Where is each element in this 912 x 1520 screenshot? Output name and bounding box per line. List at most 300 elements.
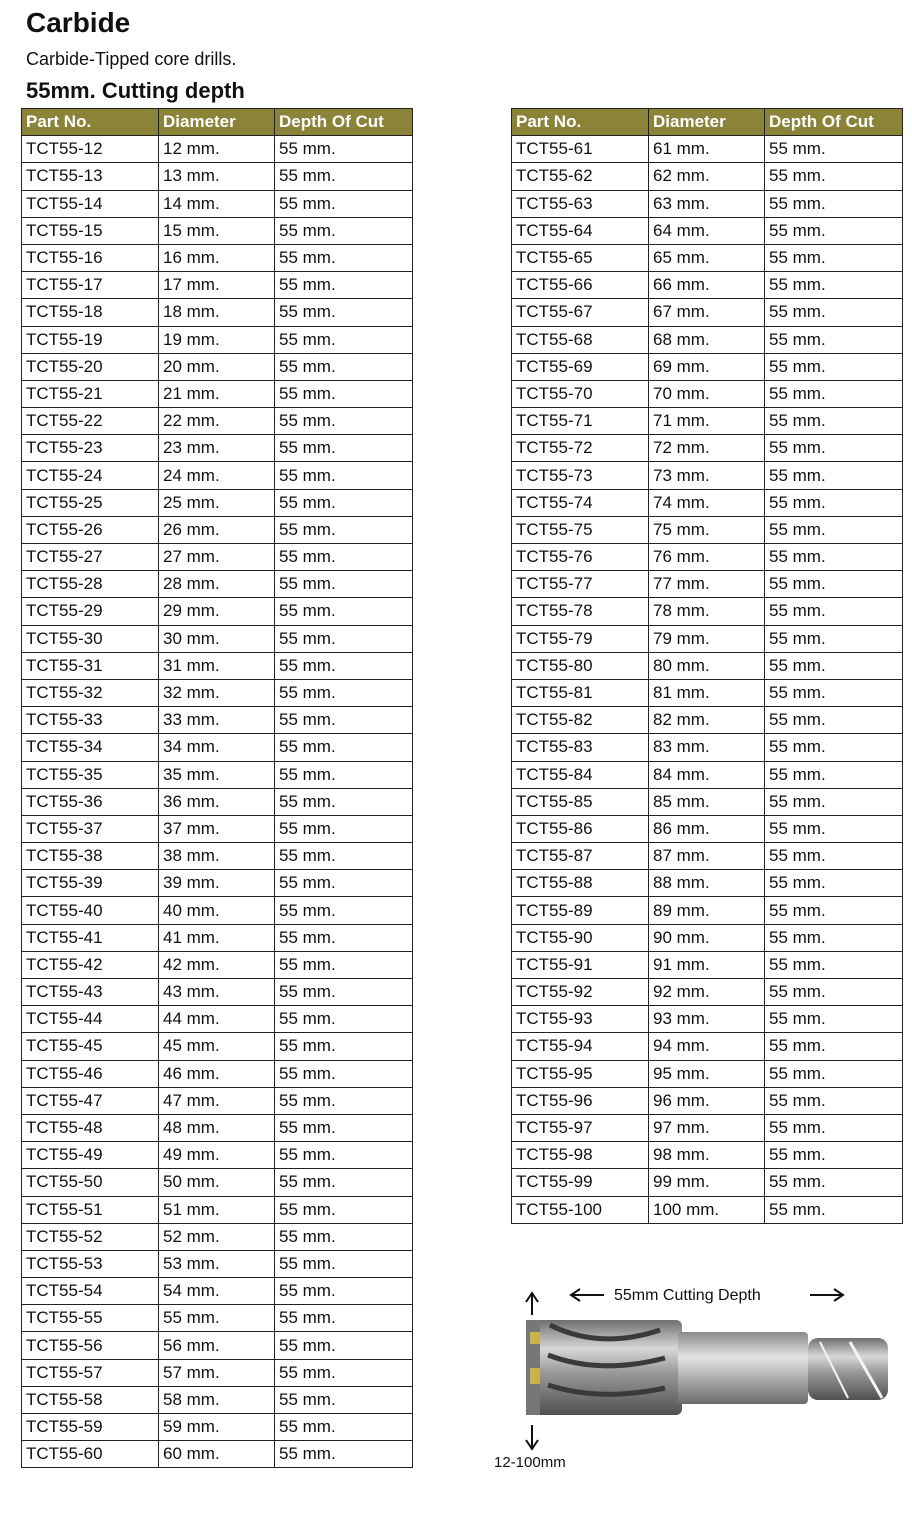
depth-cell: 55 mm. [275,544,413,571]
depth-cell: 55 mm. [275,571,413,598]
table-row [512,163,903,190]
table-row [22,679,413,706]
depth-cell: 55 mm. [275,163,413,190]
part-number-cell: TCT55-90 [512,924,649,951]
table-row [22,1305,413,1332]
table-row [22,380,413,407]
part-number-cell: TCT55-25 [22,489,159,516]
table-row [22,326,413,353]
part-number-cell: TCT55-46 [22,1060,159,1087]
table-row [512,734,903,761]
diameter-cell: 32 mm. [159,679,275,706]
table-row [22,136,413,163]
depth-cell: 55 mm. [765,326,903,353]
depth-cell: 55 mm. [275,1142,413,1169]
diameter-cell: 89 mm. [649,897,765,924]
depth-cell: 55 mm. [765,1060,903,1087]
diameter-cell: 85 mm. [649,788,765,815]
part-number-cell: TCT55-69 [512,353,649,380]
depth-cell: 55 mm. [275,1169,413,1196]
diameter-cell: 64 mm. [649,217,765,244]
part-number-cell: TCT55-73 [512,462,649,489]
depth-cell: 55 mm. [765,435,903,462]
depth-cell: 55 mm. [765,924,903,951]
part-number-cell: TCT55-23 [22,435,159,462]
part-number-cell: TCT55-71 [512,408,649,435]
diameter-cell: 33 mm. [159,707,275,734]
part-number-cell: TCT55-31 [22,652,159,679]
depth-cell: 55 mm. [275,272,413,299]
depth-cell: 55 mm. [275,1332,413,1359]
part-number-cell: TCT55-86 [512,815,649,842]
table-row [512,979,903,1006]
table-row [22,272,413,299]
part-number-cell: TCT55-75 [512,516,649,543]
diameter-cell: 68 mm. [649,326,765,353]
depth-cell: 55 mm. [765,1033,903,1060]
part-number-cell: TCT55-77 [512,571,649,598]
part-number-cell: TCT55-18 [22,299,159,326]
depth-cell: 55 mm. [275,788,413,815]
table-row [22,462,413,489]
diameter-cell: 44 mm. [159,1006,275,1033]
diameter-cell: 72 mm. [649,435,765,462]
depth-cell: 55 mm. [275,1278,413,1305]
diameter-cell: 81 mm. [649,679,765,706]
table-row [22,1278,413,1305]
column-header-depth: Depth Of Cut [275,109,413,136]
diameter-cell: 84 mm. [649,761,765,788]
part-number-cell: TCT55-61 [512,136,649,163]
diameter-cell: 98 mm. [649,1142,765,1169]
diameter-cell: 47 mm. [159,1087,275,1114]
part-number-cell: TCT55-72 [512,435,649,462]
column-header-depth: Depth Of Cut [765,109,903,136]
diameter-cell: 16 mm. [159,244,275,271]
part-number-cell: TCT55-56 [22,1332,159,1359]
depth-cell: 55 mm. [275,951,413,978]
table-row [512,815,903,842]
depth-cell: 55 mm. [275,1441,413,1468]
part-number-cell: TCT55-27 [22,544,159,571]
table-row [512,1033,903,1060]
column-header-diameter: Diameter [649,109,765,136]
table-row [22,598,413,625]
diameter-cell: 78 mm. [649,598,765,625]
diameter-cell: 39 mm. [159,870,275,897]
part-number-cell: TCT55-17 [22,272,159,299]
diameter-cell: 62 mm. [649,163,765,190]
depth-cell: 55 mm. [275,1386,413,1413]
diameter-cell: 95 mm. [649,1060,765,1087]
diameter-cell: 71 mm. [649,408,765,435]
diameter-cell: 40 mm. [159,897,275,924]
part-number-cell: TCT55-89 [512,897,649,924]
table-row [512,598,903,625]
depth-cell: 55 mm. [275,489,413,516]
table-row [512,190,903,217]
depth-cell: 55 mm. [765,571,903,598]
diameter-cell: 25 mm. [159,489,275,516]
diameter-cell: 22 mm. [159,408,275,435]
part-number-cell: TCT55-14 [22,190,159,217]
diameter-cell: 43 mm. [159,979,275,1006]
depth-cell: 55 mm. [765,625,903,652]
diameter-cell: 70 mm. [649,380,765,407]
diameter-cell: 66 mm. [649,272,765,299]
depth-cell: 55 mm. [765,136,903,163]
depth-cell: 55 mm. [275,217,413,244]
depth-cell: 55 mm. [275,190,413,217]
parts-table-left [21,108,413,1468]
diameter-cell: 14 mm. [159,190,275,217]
part-number-cell: TCT55-22 [22,408,159,435]
diameter-cell: 60 mm. [159,1441,275,1468]
table-row [512,136,903,163]
table-row [512,679,903,706]
diameter-cell: 35 mm. [159,761,275,788]
table-row [22,353,413,380]
part-number-cell: TCT55-88 [512,870,649,897]
diameter-cell: 69 mm. [649,353,765,380]
diameter-cell: 96 mm. [649,1087,765,1114]
table-row [512,217,903,244]
table-row [22,625,413,652]
depth-cell: 55 mm. [765,1114,903,1141]
table-row [512,788,903,815]
diameter-cell: 34 mm. [159,734,275,761]
diameter-cell: 94 mm. [649,1033,765,1060]
depth-cell: 55 mm. [765,1087,903,1114]
table-row [22,1332,413,1359]
depth-cell: 55 mm. [275,761,413,788]
depth-cell: 55 mm. [765,679,903,706]
diameter-cell: 83 mm. [649,734,765,761]
table-row [512,761,903,788]
diameter-cell: 63 mm. [649,190,765,217]
part-number-cell: TCT55-20 [22,353,159,380]
part-number-cell: TCT55-80 [512,652,649,679]
depth-cell: 55 mm. [275,244,413,271]
diameter-cell: 18 mm. [159,299,275,326]
part-number-cell: TCT55-41 [22,924,159,951]
depth-cell: 55 mm. [765,217,903,244]
diameter-cell: 59 mm. [159,1414,275,1441]
depth-cell: 55 mm. [275,462,413,489]
diameter-cell: 19 mm. [159,326,275,353]
diameter-cell: 52 mm. [159,1223,275,1250]
diameter-cell: 24 mm. [159,462,275,489]
part-number-cell: TCT55-37 [22,815,159,842]
table-row [22,1414,413,1441]
depth-cell: 55 mm. [275,679,413,706]
core-drill-illustration [490,1280,910,1480]
table-row [512,353,903,380]
part-number-cell: TCT55-100 [512,1196,649,1223]
part-number-cell: TCT55-98 [512,1142,649,1169]
part-number-cell: TCT55-33 [22,707,159,734]
diameter-cell: 27 mm. [159,544,275,571]
part-number-cell: TCT55-94 [512,1033,649,1060]
diameter-cell: 82 mm. [649,707,765,734]
table-row [22,1033,413,1060]
table-row [22,652,413,679]
part-number-cell: TCT55-55 [22,1305,159,1332]
depth-cell: 55 mm. [275,1033,413,1060]
table-row [22,435,413,462]
depth-cell: 55 mm. [765,734,903,761]
part-number-cell: TCT55-60 [22,1441,159,1468]
diameter-cell: 61 mm. [649,136,765,163]
diameter-cell: 48 mm. [159,1114,275,1141]
table-row [22,1441,413,1468]
part-number-cell: TCT55-49 [22,1142,159,1169]
part-number-cell: TCT55-36 [22,788,159,815]
diameter-cell: 87 mm. [649,843,765,870]
depth-cell: 55 mm. [275,1359,413,1386]
depth-cell: 55 mm. [275,1087,413,1114]
part-number-cell: TCT55-87 [512,843,649,870]
column-header-diameter: Diameter [159,109,275,136]
table-row [512,1142,903,1169]
part-number-cell: TCT55-35 [22,761,159,788]
column-header-part-no: Part No. [22,109,159,136]
table-row [22,408,413,435]
part-number-cell: TCT55-82 [512,707,649,734]
depth-cell: 55 mm. [765,598,903,625]
diameter-cell: 38 mm. [159,843,275,870]
parts-table-right [511,108,903,1224]
diameter-cell: 15 mm. [159,217,275,244]
table-row [22,734,413,761]
part-number-cell: TCT55-47 [22,1087,159,1114]
depth-cell: 55 mm. [275,516,413,543]
table-row [512,408,903,435]
table-row [22,190,413,217]
table-row [512,244,903,271]
depth-cell: 55 mm. [765,788,903,815]
depth-cell: 55 mm. [275,1060,413,1087]
depth-cell: 55 mm. [275,598,413,625]
depth-cell: 55 mm. [275,353,413,380]
part-number-cell: TCT55-38 [22,843,159,870]
part-number-cell: TCT55-95 [512,1060,649,1087]
table-row [512,707,903,734]
table-row [22,979,413,1006]
depth-cell: 55 mm. [275,1250,413,1277]
diameter-cell: 53 mm. [159,1250,275,1277]
page-title: Carbide [26,7,131,38]
depth-cell: 55 mm. [765,489,903,516]
diameter-cell: 86 mm. [649,815,765,842]
table-row [22,815,413,842]
part-number-cell: TCT55-29 [22,598,159,625]
depth-cell: 55 mm. [275,1196,413,1223]
arrow-down-icon [526,1425,538,1449]
table-row [22,1250,413,1277]
diameter-cell: 50 mm. [159,1169,275,1196]
depth-cell: 55 mm. [765,272,903,299]
table-row [512,870,903,897]
table-row [512,1196,903,1223]
part-number-cell: TCT55-50 [22,1169,159,1196]
table-row [22,489,413,516]
depth-cell: 55 mm. [275,408,413,435]
diameter-cell: 74 mm. [649,489,765,516]
arrow-left-icon [571,1289,604,1301]
part-number-cell: TCT55-32 [22,679,159,706]
table-row [22,163,413,190]
table-row [512,435,903,462]
part-number-cell: TCT55-62 [512,163,649,190]
diameter-cell: 36 mm. [159,788,275,815]
depth-cell: 55 mm. [765,815,903,842]
diameter-cell: 65 mm. [649,244,765,271]
depth-cell: 55 mm. [765,1169,903,1196]
part-number-cell: TCT55-53 [22,1250,159,1277]
diameter-cell: 75 mm. [649,516,765,543]
part-number-cell: TCT55-12 [22,136,159,163]
part-number-cell: TCT55-26 [22,516,159,543]
depth-cell: 55 mm. [765,897,903,924]
part-number-cell: TCT55-81 [512,679,649,706]
depth-cell: 55 mm. [275,1006,413,1033]
part-number-cell: TCT55-65 [512,244,649,271]
part-number-cell: TCT55-21 [22,380,159,407]
diameter-cell: 31 mm. [159,652,275,679]
table-row [512,625,903,652]
table-row [22,951,413,978]
part-number-cell: TCT55-68 [512,326,649,353]
part-number-cell: TCT55-74 [512,489,649,516]
table-row [512,1114,903,1141]
diameter-cell: 49 mm. [159,1142,275,1169]
table-row [512,951,903,978]
depth-cell: 55 mm. [275,136,413,163]
part-number-cell: TCT55-67 [512,299,649,326]
core-drill-icon [526,1320,888,1415]
diameter-cell: 20 mm. [159,353,275,380]
page-subtitle: Carbide-Tipped core drills. [26,49,237,69]
table-row [512,1087,903,1114]
table-row [22,1142,413,1169]
table-row [22,1359,413,1386]
diameter-cell: 21 mm. [159,380,275,407]
part-number-cell: TCT55-64 [512,217,649,244]
table-row [22,761,413,788]
part-number-cell: TCT55-93 [512,1006,649,1033]
depth-cell: 55 mm. [275,979,413,1006]
part-number-cell: TCT55-92 [512,979,649,1006]
table-row [22,1060,413,1087]
depth-cell: 55 mm. [765,979,903,1006]
column-header-part-no: Part No. [512,109,649,136]
depth-cell: 55 mm. [765,843,903,870]
diameter-cell: 79 mm. [649,625,765,652]
part-number-cell: TCT55-85 [512,788,649,815]
depth-cell: 55 mm. [275,299,413,326]
depth-cell: 55 mm. [765,707,903,734]
table-row [512,1169,903,1196]
part-number-cell: TCT55-76 [512,544,649,571]
depth-cell: 55 mm. [275,652,413,679]
part-number-cell: TCT55-40 [22,897,159,924]
table-row [22,1169,413,1196]
diameter-cell: 90 mm. [649,924,765,951]
depth-cell: 55 mm. [765,190,903,217]
diameter-cell: 91 mm. [649,951,765,978]
table-row [22,571,413,598]
table-row [512,272,903,299]
diameter-cell: 88 mm. [649,870,765,897]
depth-cell: 55 mm. [275,326,413,353]
depth-cell: 55 mm. [275,1414,413,1441]
part-number-cell: TCT55-15 [22,217,159,244]
table-row [512,652,903,679]
depth-cell: 55 mm. [765,380,903,407]
depth-cell: 55 mm. [765,870,903,897]
diameter-range-label: 12-100mm [494,1454,566,1471]
table-row [22,244,413,271]
part-number-cell: TCT55-44 [22,1006,159,1033]
depth-cell: 55 mm. [765,353,903,380]
table-row [22,217,413,244]
part-number-cell: TCT55-58 [22,1386,159,1413]
depth-cell: 55 mm. [765,244,903,271]
table-row [512,544,903,571]
depth-cell: 55 mm. [275,924,413,951]
part-number-cell: TCT55-42 [22,951,159,978]
part-number-cell: TCT55-54 [22,1278,159,1305]
table-row [512,326,903,353]
table-row [512,924,903,951]
diameter-cell: 56 mm. [159,1332,275,1359]
depth-cell: 55 mm. [275,707,413,734]
depth-cell: 55 mm. [765,951,903,978]
depth-cell: 55 mm. [765,516,903,543]
part-number-cell: TCT55-34 [22,734,159,761]
part-number-cell: TCT55-57 [22,1359,159,1386]
depth-cell: 55 mm. [275,815,413,842]
diameter-cell: 93 mm. [649,1006,765,1033]
part-number-cell: TCT55-43 [22,979,159,1006]
part-number-cell: TCT55-39 [22,870,159,897]
diameter-cell: 77 mm. [649,571,765,598]
diameter-cell: 42 mm. [159,951,275,978]
diameter-cell: 76 mm. [649,544,765,571]
part-number-cell: TCT55-79 [512,625,649,652]
part-number-cell: TCT55-19 [22,326,159,353]
table-row [512,1006,903,1033]
diameter-cell: 58 mm. [159,1386,275,1413]
table-row [512,516,903,543]
table-row [22,1386,413,1413]
table-row [512,462,903,489]
diameter-cell: 100 mm. [649,1196,765,1223]
depth-cell: 55 mm. [765,163,903,190]
table-row [22,707,413,734]
table-row [512,489,903,516]
depth-cell: 55 mm. [275,380,413,407]
table-row [22,1223,413,1250]
depth-cell: 55 mm. [275,1223,413,1250]
part-number-cell: TCT55-48 [22,1114,159,1141]
diameter-cell: 55 mm. [159,1305,275,1332]
depth-cell: 55 mm. [765,652,903,679]
diameter-cell: 41 mm. [159,924,275,951]
table-row [22,1006,413,1033]
part-number-cell: TCT55-16 [22,244,159,271]
